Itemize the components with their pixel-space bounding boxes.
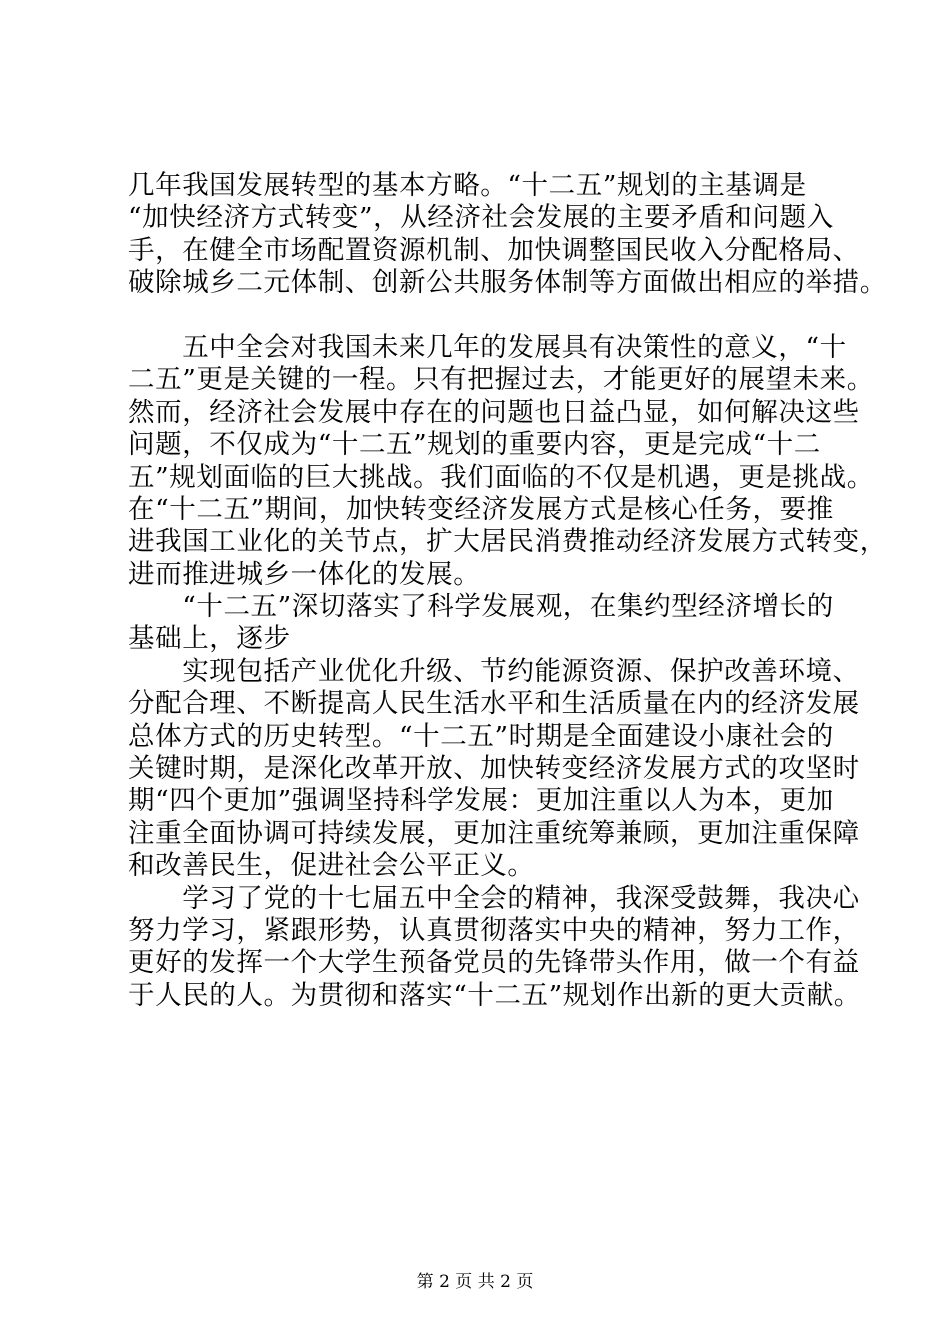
text-line: 进而推进城乡一体化的发展。: [128, 558, 481, 590]
text-line: 五中全会对我国未来几年的发展具有决策性的意义，“十: [128, 331, 847, 363]
text-line: 关键时期，是深化改革开放、加快转变经济发展方式的攻坚时: [128, 753, 860, 785]
text-line: 在“十二五”期间，加快转变经济发展方式是核心任务，要推: [128, 493, 834, 525]
text-line: 问题，不仅成为“十二五”规划的重要内容，更是完成“十二: [128, 429, 821, 461]
page-number-footer: 第 2 页 共 2 页: [416, 1272, 534, 1292]
text-line: 几年我国发展转型的基本方略。“十二五”规划的主基调是: [128, 170, 807, 201]
text-line: “加快经济方式转变”，从经济社会发展的主要矛盾和问题入: [128, 202, 834, 234]
text-line: 破除城乡二元体制、创新公共服务体制等方面做出相应的举措。: [128, 267, 887, 299]
text-line: 二五”更是关键的一程。只有把握过去，才能更好的展望未来。: [128, 364, 874, 396]
text-line: 注重全面协调可持续发展，更加注重统筹兼顾，更加注重保障: [128, 817, 860, 849]
text-line: 期“四个更加”强调坚持科学发展：更加注重以人为本，更加: [128, 785, 834, 817]
paragraph-spacer: [128, 300, 840, 332]
text-line: 努力学习，紧跟形势，认真贯彻落实中央的精神，努力工作，: [128, 914, 860, 946]
text-line: 学习了党的十七届五中全会的精神，我深受鼓舞，我决心: [128, 882, 860, 914]
text-line: 基础上，逐步: [128, 623, 291, 655]
text-line: 手，在健全市场配置资源机制、加快调整国民收入分配格局、: [128, 234, 860, 266]
text-line: 实现包括产业优化升级、节约能源资源、保护改善环境、: [128, 655, 860, 687]
text-line: 分配合理、不断提高人民生活水平和生活质量在内的经济发展: [128, 688, 860, 720]
document-body: [128, 170, 887, 1012]
text-line: 进我国工业化的关节点，扩大居民消费推动经济发展方式转变，: [128, 526, 887, 558]
text-line: 于人民的人。为贯彻和落实“十二五”规划作出新的更大贡献。: [128, 979, 861, 1011]
text-line: “十二五”深切落实了科学发展观，在集约型经济增长的: [128, 591, 834, 623]
text-line: 更好的发挥一个大学生预备党员的先锋带头作用，做一个有益: [128, 947, 860, 979]
text-line: 然而，经济社会发展中存在的问题也日益凸显，如何解决这些: [128, 396, 860, 428]
text-line: 五”规划面临的巨大挑战。我们面临的不仅是机遇，更是挑战。: [128, 461, 874, 493]
text-line: 总体方式的历史转型。“十二五”时期是全面建设小康社会的: [128, 720, 834, 752]
text-line: 和改善民生，促进社会公平正义。: [128, 850, 535, 882]
